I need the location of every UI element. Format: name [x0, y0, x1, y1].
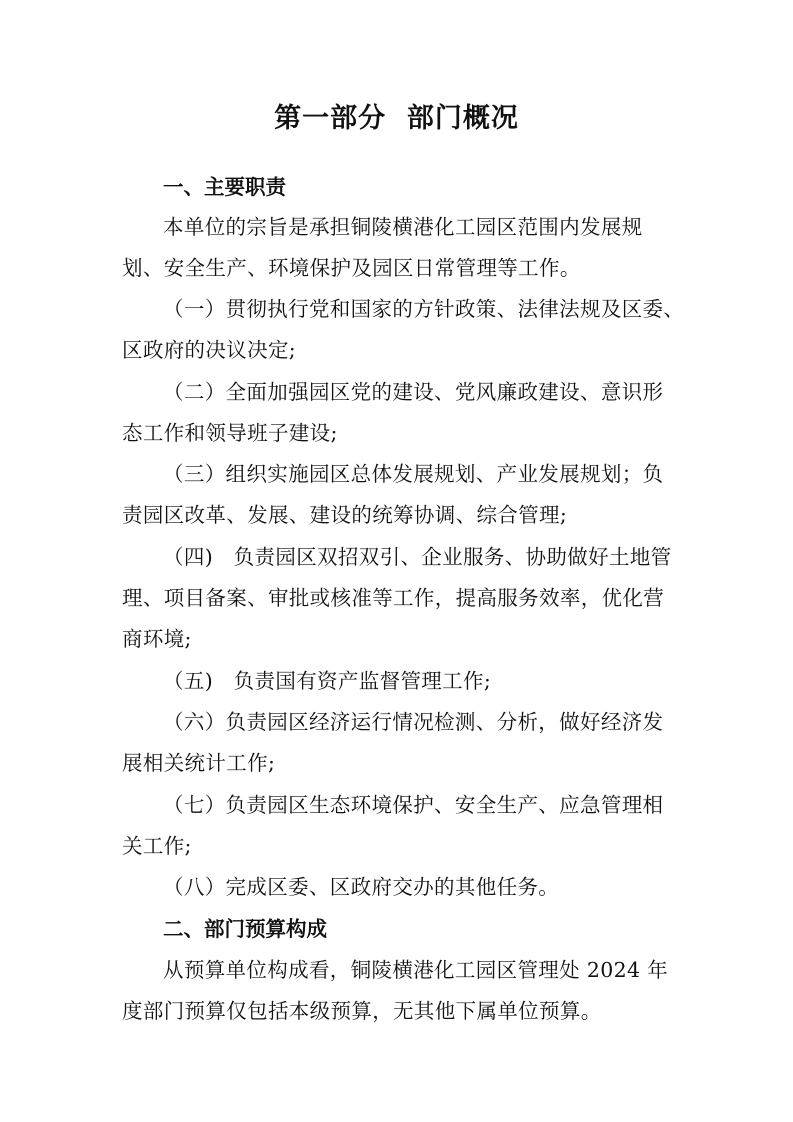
paragraph-line: 关工作;: [122, 834, 192, 858]
paragraph-line: （七）负责园区生态环境保护、安全生产、应急管理相: [163, 793, 664, 817]
paragraph-line: （四) 负责园区双招双引、企业服务、协助做好土地管: [163, 545, 672, 569]
paragraph-line: （二）全面加强园区党的建设、党风廉政建设、意识形: [163, 380, 664, 404]
paragraph-line: 本单位的宗旨是承担铜陵横港化工园区范围内发展规: [163, 215, 643, 239]
paragraph-line: 展相关统计工作;: [122, 751, 276, 775]
paragraph-line: （一）贯彻执行党和国家的方针政策、法律法规及区委、: [163, 297, 685, 321]
paragraph-line: 商环境;: [122, 627, 192, 651]
paragraph-line: （八）完成区委、区政府交办的其他任务。: [163, 875, 560, 899]
section-heading-budget-structure: 二、部门预算构成: [163, 917, 327, 941]
paragraph-line: 划、安全生产、环境保护及园区日常管理等工作。: [122, 256, 581, 280]
page-title: 第一部分 部门概况: [274, 103, 519, 134]
section-heading-main-duties: 一、主要职责: [163, 175, 286, 199]
paragraph-line: 责园区改革、发展、建设的统筹协调、综合管理;: [122, 503, 568, 527]
paragraph-line: 从预算单位构成看，铜陵横港化工园区管理处 2024 年: [163, 958, 669, 982]
paragraph-line: （五) 负责国有资产监督管理工作;: [163, 669, 492, 693]
paragraph-line: （六）负责园区经济运行情况检测、分析，做好经济发: [163, 710, 664, 734]
paragraph-line: 区政府的决议决定;: [122, 338, 297, 362]
paragraph-line: 理、项目备案、审批或核准等工作，提高服务效率，优化营: [122, 586, 665, 610]
paragraph-line: 度部门预算仅包括本级预算，无其他下属单位预算。: [122, 999, 602, 1023]
paragraph-line: （三）组织实施园区总体发展规划、产业发展规划；负: [163, 462, 664, 486]
paragraph-line: 态工作和领导班子建设;: [122, 421, 338, 445]
